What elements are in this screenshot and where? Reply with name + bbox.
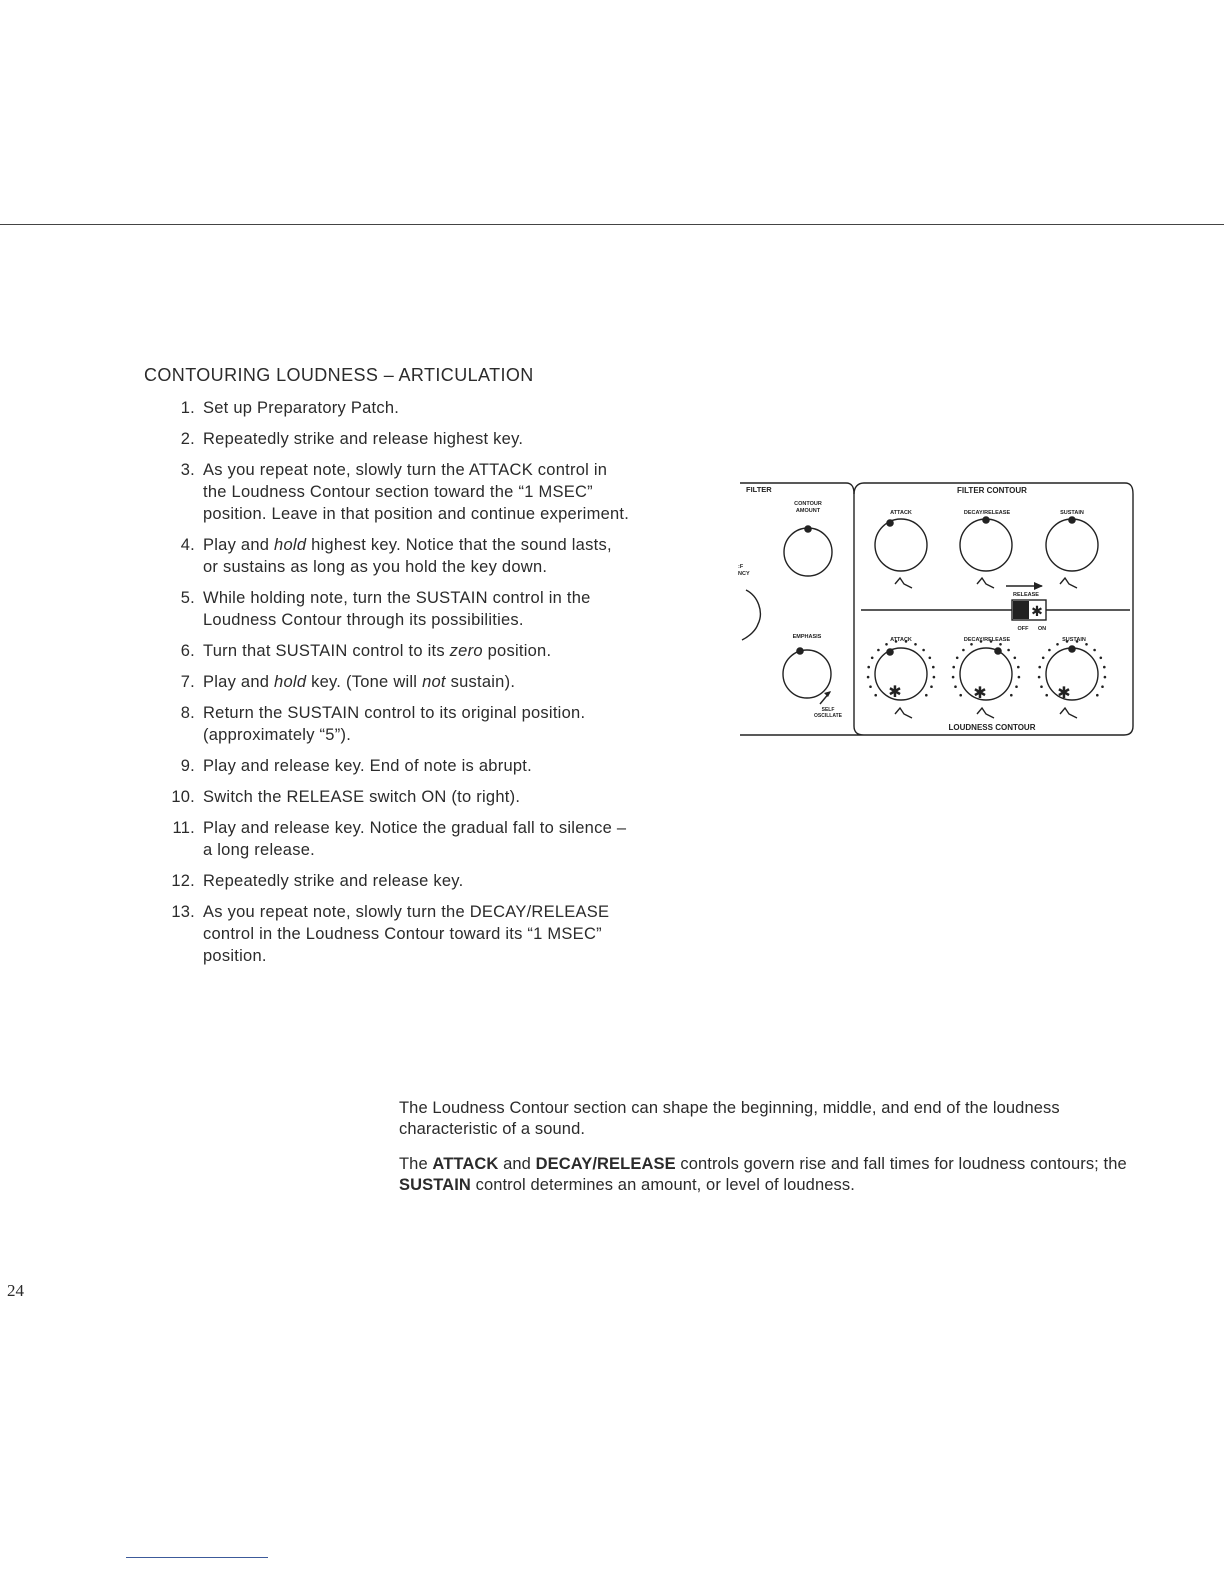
self-oscillate-label-2: OSCILLATE	[814, 713, 842, 719]
scale-dot	[1093, 649, 1096, 652]
scale-dot	[914, 643, 917, 646]
scale-dot	[1104, 676, 1107, 679]
scale-dot	[1014, 657, 1017, 660]
step-text: Switch the RELEASE switch ON (to right).	[203, 788, 521, 806]
svg-text:✱: ✱	[1057, 685, 1071, 702]
svg-text:✱: ✱	[973, 685, 987, 702]
scale-dot	[877, 649, 880, 652]
scale-dot	[1085, 643, 1088, 646]
scale-dot	[874, 694, 877, 697]
step-text: As you repeat note, slowly turn the ATTACK control in the Loudness Contour section toward the “1 MSEC” position. Leave in that position and continue experiment.	[203, 461, 630, 523]
step-number: 5.	[180, 589, 195, 607]
step-text: Repeatedly strike and release highest key.	[203, 430, 524, 448]
step-number: 9.	[180, 757, 195, 775]
loudness-sustain-label: SUSTAIN	[1062, 637, 1086, 643]
step-text: Return the SUSTAIN control to its original position. (approximately “5”).	[203, 704, 586, 744]
step-item	[160, 755, 630, 777]
step-text: Play and release key. Notice the gradual fall to silence – a long release.	[203, 819, 627, 859]
step-number: 12.	[171, 872, 195, 890]
step-text: While holding note, turn the SUSTAIN control in the Loudness Contour through its possibilities.	[203, 589, 591, 629]
scale-dot	[952, 676, 955, 679]
cutoff-fragment-2: NCY	[738, 571, 750, 577]
off-label: OFF	[1017, 626, 1029, 632]
scale-dot	[930, 685, 933, 688]
step-number: 3.	[180, 461, 195, 479]
contour-amount-knob	[784, 528, 832, 576]
section-heading: CONTOURING LOUDNESS – ARTICULATION	[144, 365, 534, 385]
scale-dot	[933, 676, 936, 679]
scale-dot	[925, 694, 928, 697]
step-text: key. (Tone will	[306, 673, 423, 691]
step-text: highest key. Notice that the sound lasts, or sustains as long as you hold the key down.	[203, 536, 612, 576]
bottom-rule	[126, 1557, 268, 1558]
filter-attack-knob	[875, 519, 927, 571]
step-item	[160, 459, 630, 525]
emphasized-text: hold	[274, 536, 307, 554]
loudness-decay-release-label: DECAY/RELEASE	[963, 637, 1011, 643]
emphasized-text: not	[422, 673, 446, 691]
step-item	[160, 640, 630, 662]
scale-dot	[1045, 694, 1048, 697]
caption-paragraph-1: The Loudness Contour section can shape the beginning, middle, and end of the loudness characteristic of a sound.	[399, 1099, 1060, 1138]
filter-decay-release-knob	[960, 519, 1012, 571]
step-item	[160, 901, 630, 967]
scale-dot	[1018, 676, 1021, 679]
cutoff-fragment-1: :F	[738, 564, 744, 570]
cutoff-knob-edge	[742, 590, 760, 640]
scale-dot	[1101, 685, 1104, 688]
step-number: 2.	[180, 430, 195, 448]
emphasized-text: zero	[449, 642, 483, 660]
scale-dot	[1042, 657, 1045, 660]
scale-dot	[1103, 666, 1106, 669]
step-text: position.	[482, 642, 552, 660]
loudness-contour-title: LOUDNESS CONTOUR	[948, 723, 1036, 732]
scale-dot	[1038, 676, 1041, 679]
scale-dot	[1007, 649, 1010, 652]
scale-dot	[952, 666, 955, 669]
step-item	[160, 671, 630, 693]
step-item	[160, 870, 630, 892]
caption-paragraph-2: The ATTACK and DECAY/RELEASE controls govern rise and fall times for loudness contours; the SUSTAIN control determines an amount, or level of loudness.	[399, 1155, 1127, 1194]
scale-dot	[1040, 685, 1043, 688]
step-item	[160, 702, 630, 746]
step-text: Play and	[203, 673, 275, 691]
control-panel-diagram	[738, 478, 1138, 745]
page-number: 24	[7, 1281, 24, 1300]
step-item	[160, 786, 630, 808]
step-number: 10.	[171, 788, 195, 806]
scale-dot	[1100, 657, 1103, 660]
scale-dot	[929, 657, 932, 660]
scale-dot	[1038, 666, 1041, 669]
emphasized-text: hold	[274, 673, 307, 691]
scale-dot	[867, 666, 870, 669]
step-text: Play and release key. End of note is abrupt.	[203, 757, 532, 775]
svg-text:✱: ✱	[1031, 603, 1043, 619]
release-switch	[1012, 600, 1046, 620]
scale-dot	[1017, 666, 1020, 669]
filter-attack-label: ATTACK	[890, 510, 912, 516]
scale-dot	[962, 649, 965, 652]
filter-label: FILTER	[746, 485, 772, 494]
filter-sustain-knob	[1046, 519, 1098, 571]
step-text: Set up Preparatory Patch.	[203, 399, 400, 417]
step-text: Repeatedly strike and release key.	[203, 872, 464, 890]
step-item	[160, 587, 630, 631]
emphasis-knob	[783, 650, 831, 698]
release-label: RELEASE	[1013, 592, 1039, 598]
scale-dot	[1096, 694, 1099, 697]
step-number: 1.	[180, 399, 195, 417]
step-number: 8.	[180, 704, 195, 722]
scale-dot	[999, 643, 1002, 646]
step-text: Play and	[203, 536, 275, 554]
contour-amount-label-1: CONTOUR	[794, 501, 822, 507]
svg-text:✱: ✱	[888, 684, 902, 701]
scale-dot	[956, 657, 959, 660]
scale-dot	[867, 676, 870, 679]
step-item	[160, 397, 630, 419]
step-list	[160, 397, 630, 976]
scale-dot	[970, 643, 973, 646]
filter-contour-title: FILTER CONTOUR	[957, 486, 1027, 495]
loudness-sustain-knob	[1046, 648, 1098, 700]
step-number: 6.	[180, 642, 195, 660]
step-item	[160, 534, 630, 578]
filter-sustain-label: SUSTAIN	[1060, 510, 1084, 516]
scale-dot	[869, 685, 872, 688]
step-number: 11.	[172, 819, 195, 837]
filter-decay-release-label: DECAY/RELEASE	[963, 510, 1011, 516]
step-item	[160, 428, 630, 450]
loudness-attack-label: ATTACK	[890, 637, 912, 643]
contour-amount-label-2: AMOUNT	[795, 508, 821, 514]
step-number: 4.	[180, 536, 195, 554]
emphasis-label: EMPHASIS	[792, 634, 822, 640]
scale-dot	[1048, 649, 1051, 652]
scale-dot	[932, 666, 935, 669]
on-label: ON	[1037, 626, 1047, 632]
step-text: sustain).	[445, 673, 516, 691]
step-item	[160, 817, 630, 861]
step-text: Turn that SUSTAIN control to its	[203, 642, 450, 660]
scale-dot	[954, 685, 957, 688]
scale-dot	[1056, 643, 1059, 646]
scale-dot	[922, 649, 925, 652]
scale-dot	[1015, 685, 1018, 688]
step-text: As you repeat note, slowly turn the DECAY/RELEASE control in the Loudness Contour toward its “1 MSEC” position.	[203, 903, 610, 965]
top-rule	[0, 224, 1224, 225]
scale-dot	[871, 657, 874, 660]
scale-dot	[885, 643, 888, 646]
self-oscillate-label-1: SELF	[821, 707, 835, 713]
scale-dot	[959, 694, 962, 697]
scale-dot	[1010, 694, 1013, 697]
step-number: 7.	[180, 673, 195, 691]
step-number: 13.	[171, 903, 195, 921]
